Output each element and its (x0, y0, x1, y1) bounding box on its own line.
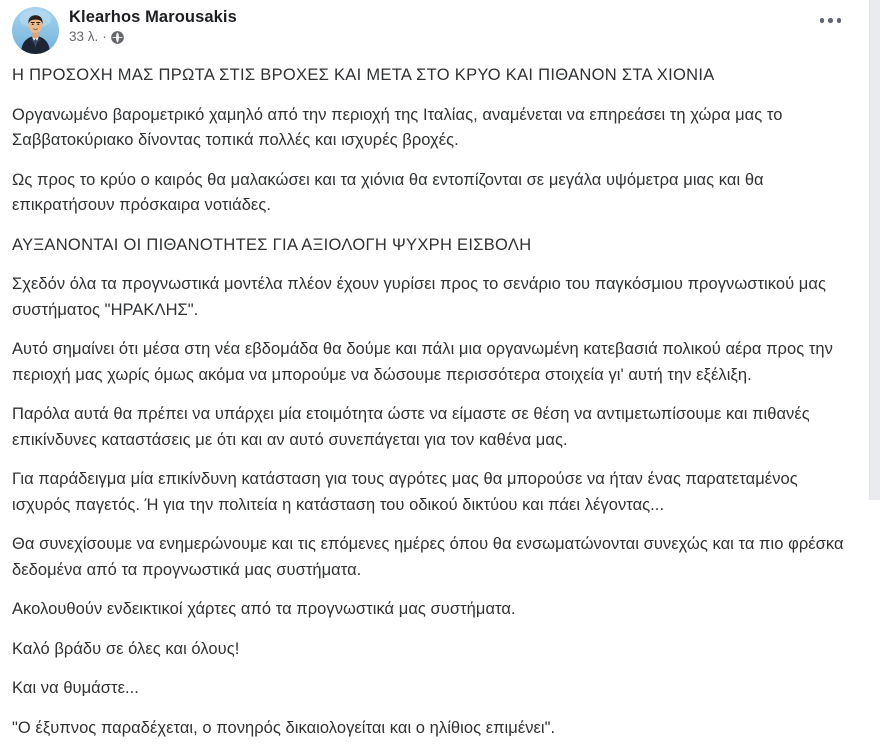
post-paragraph: Παρόλα αυτά θα πρέπει να υπάρχει μία ετοιμότητα ώστε να είμαστε σε θέση να αντιμετωπίσουμε και πιθανές επικίνδυνες καταστάσεις με ότι και αν αυτό συνεπάγεται για τον καθένα μας. (12, 405, 810, 449)
scrollbar-track[interactable] (869, 0, 880, 500)
post-paragraph: Οργανωμένο βαρομετρικό χαμηλό από την περιοχή της Ιταλίας, αναμένεται να επηρεάσει τη χώρα μας το Σαββατοκύριακο δίνοντας τοπικά πολλές και ισχυρές βροχές. (12, 105, 783, 149)
ellipsis-horizontal-icon (820, 18, 825, 23)
post-options-button[interactable] (814, 12, 848, 29)
post-paragraph: Ακολουθούν ενδεικτικοί χάρτες από τα προγνωστικά μας συστήματα. (12, 600, 516, 618)
user-avatar-photo (12, 7, 59, 54)
post-paragraph: Για παράδειγμα μία επικίνδυνη κατάσταση για τους αγρότες μας θα μπορούσε να ήταν ένας παρατεταμένος ισχυρός παγετός. Ή για την πολιτεία η κατάσταση του οδικού δικτύου και πάει λέγοντας... (12, 470, 798, 514)
author-name[interactable]: Klearhos Marousakis (69, 8, 237, 26)
post-paragraph: Καλό βράδυ σε όλες και όλους! (12, 639, 240, 658)
globe-icon[interactable] (111, 31, 124, 44)
ellipsis-horizontal-icon (828, 18, 833, 23)
post-paragraph: ΑΥΞΑΝΟΝΤΑΙ ΟΙ ΠΙΘΑΝΟΤΗΤΕΣ ΓΙΑ ΑΞΙΟΛΟΓΗ ΨΥΧΡΗ ΕΙΣΒΟΛΗ (12, 235, 532, 254)
ellipsis-horizontal-icon (837, 18, 842, 23)
post-header (0, 0, 869, 54)
post-paragraph: Σχεδόν όλα τα προγνωστικά μοντέλα πλέον έχουν γυρίσει προς το σενάριο του παγκόσμιου προγνωστικού μας συστήματος "ΗΡΑΚΛΗΣ". (12, 275, 826, 319)
post-body (0, 54, 869, 741)
post-paragraph: Αυτό σημαίνει ότι μέσα στη νέα εβδομάδα θα δούμε και πάλι μια οργανωμένη κατεβασιά πολικού αέρα προς την περιοχή μας χωρίς όμως ακόμα να μπορούμε να δώσουμε περισσότερα στοιχεία γι' αυτή την εξέλιξη. (12, 340, 833, 384)
post-meta (69, 29, 237, 45)
meta-separator: · (102, 29, 107, 44)
avatar[interactable] (12, 7, 59, 54)
post-paragraph: Η ΠΡΟΣΟΧΗ ΜΑΣ ΠΡΩΤΑ ΣΤΙΣ ΒΡΟΧΕΣ ΚΑΙ ΜΕΤΑ ΣΤΟ ΚΡΥΟ ΚΑΙ ΠΙΘΑΝΟΝ ΣΤΑ ΧΙΟΝΙΑ (12, 66, 715, 84)
post-author-block (69, 7, 237, 45)
post-paragraph: Και να θυμάστε... (12, 679, 139, 697)
post-timestamp[interactable]: 33 λ. (69, 29, 99, 44)
post-paragraph: Θα συνεχίσουμε να ενημερώνουμε και τις επόμενες ημέρες όπου θα ενσωματώνονται συνεχώς και τα πιο φρέσκα δεδομένα από τα προγνωστικά μας συστήματα. (12, 535, 844, 579)
post-paragraph: "Ο έξυπνος παραδέχεται, ο πονηρός δικαιολογείται και ο ηλίθιος επιμένει". (12, 718, 556, 737)
post-paragraph: Ως προς το κρύο ο καιρός θα μαλακώσει και τα χιόνια θα εντοπίζονται σε μεγάλα υψόμετρα μιας και θα επικρατήσουν πρόσκαιρα νοτιάδες. (12, 170, 764, 214)
